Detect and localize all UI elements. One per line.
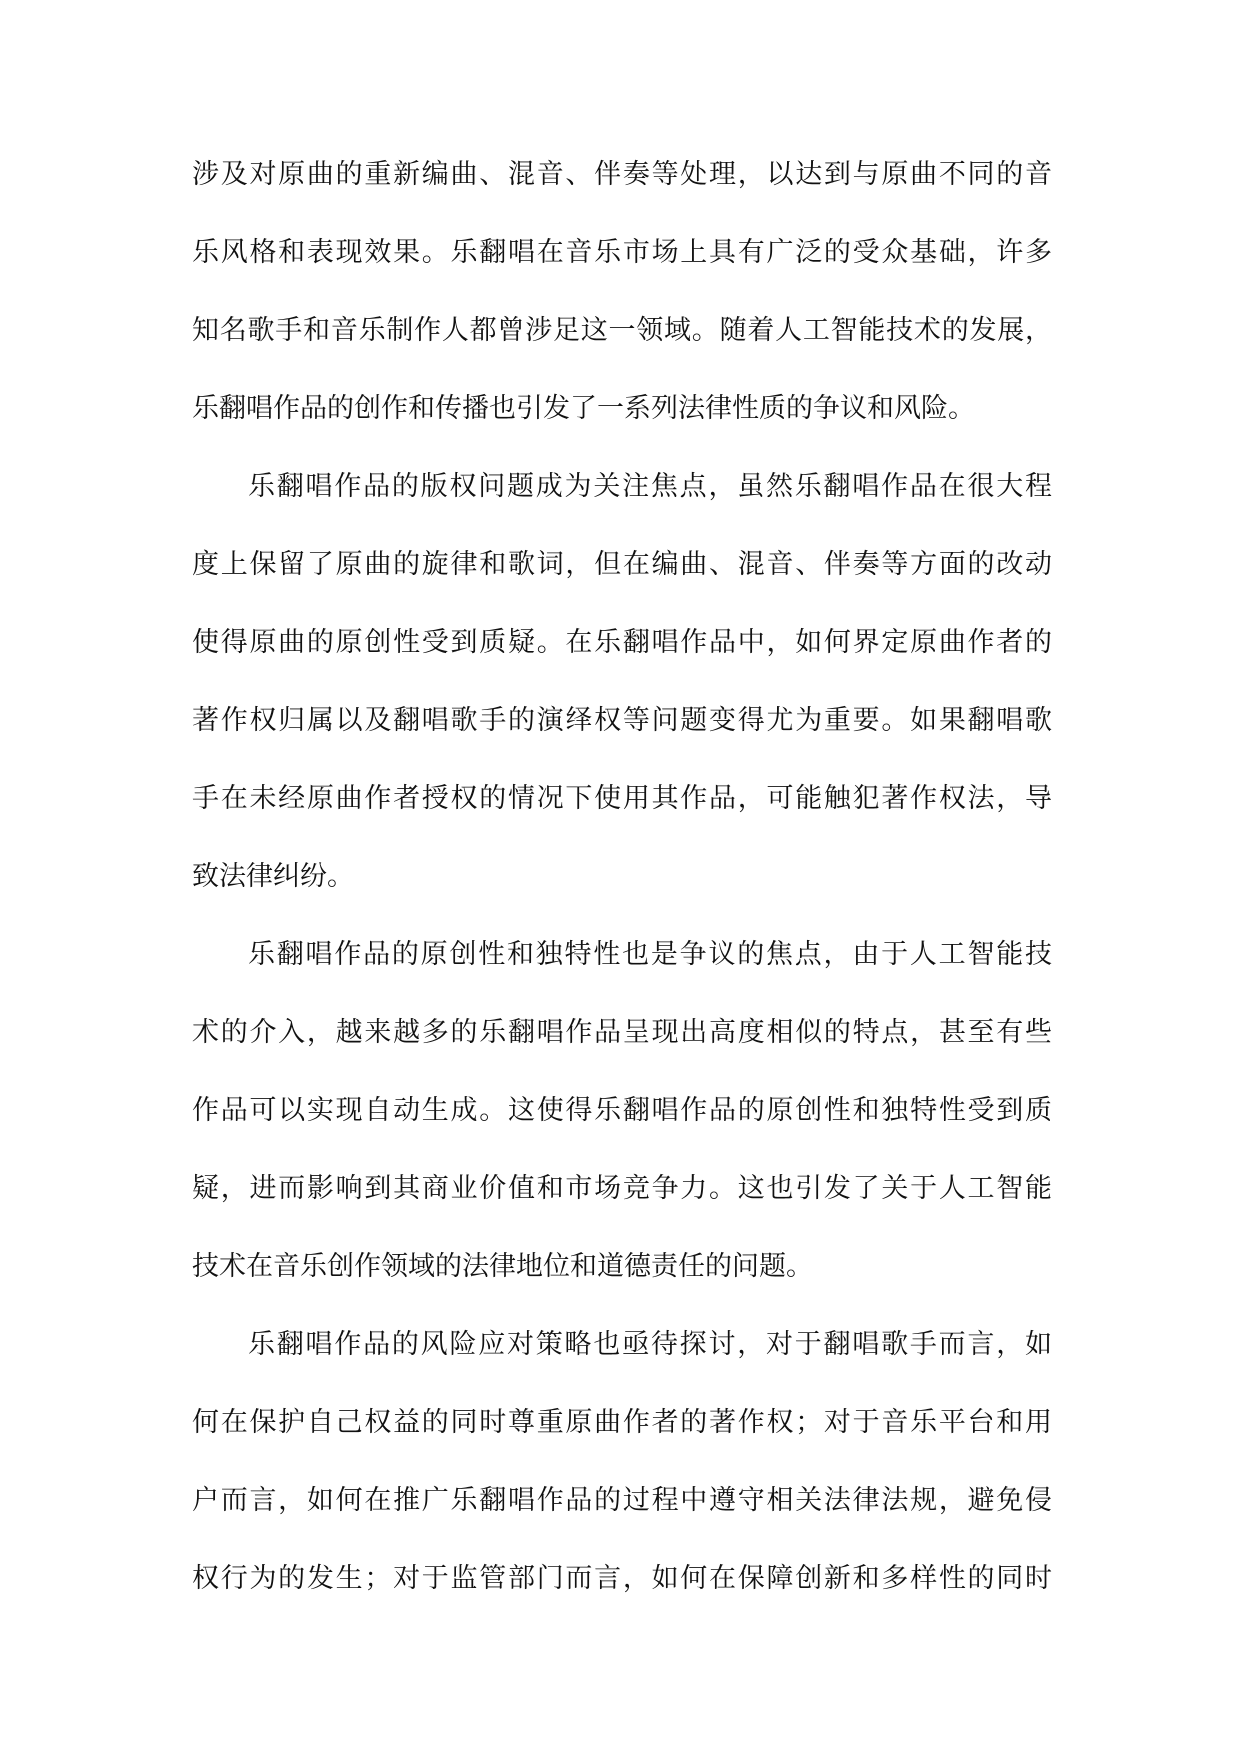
paragraph-4-line-3: 户而言，如何在推广乐翻唱作品的过程中遵守相关法律法规，避免侵 xyxy=(192,1485,1052,1516)
paragraph-4-line-2: 何在保护自己权益的同时尊重原曲作者的著作权；对于音乐平台和用 xyxy=(192,1407,1052,1438)
paragraph-2-line-3: 使得原曲的原创性受到质疑。在乐翻唱作品中，如何界定原曲作者的 xyxy=(192,627,1052,658)
paragraph-1-line-3: 知名歌手和音乐制作人都曾涉足这一领域。随着人工智能技术的发展， xyxy=(192,315,1052,346)
paragraph-3-line-5: 技术在音乐创作领域的法律地位和道德责任的问题。 xyxy=(192,1251,813,1282)
paragraph-2-line-5: 手在未经原曲作者授权的情况下使用其作品，可能触犯著作权法，导 xyxy=(192,783,1052,814)
paragraph-1-line-2: 乐风格和表现效果。乐翻唱在音乐市场上具有广泛的受众基础，许多 xyxy=(192,237,1052,268)
paragraph-4-line-1: 乐翻唱作品的风险应对策略也亟待探讨，对于翻唱歌手而言，如 xyxy=(248,1329,1052,1360)
body-text xyxy=(192,140,1052,1622)
paragraph-1-line-1: 涉及对原曲的重新编曲、混音、伴奏等处理，以达到与原曲不同的音 xyxy=(192,159,1052,190)
paragraph-2-line-2: 度上保留了原曲的旋律和歌词，但在编曲、混音、伴奏等方面的改动 xyxy=(192,549,1052,580)
paragraph-3-line-4: 疑，进而影响到其商业价值和市场竞争力。这也引发了关于人工智能 xyxy=(192,1173,1052,1204)
paragraph-3-line-1: 乐翻唱作品的原创性和独特性也是争议的焦点，由于人工智能技 xyxy=(248,939,1052,970)
paragraph-2-line-6: 致法律纠纷。 xyxy=(192,861,354,892)
paragraph-3-line-2: 术的介入，越来越多的乐翻唱作品呈现出高度相似的特点，甚至有些 xyxy=(192,1017,1052,1048)
paragraph-1-line-4: 乐翻唱作品的创作和传播也引发了一系列法律性质的争议和风险。 xyxy=(192,393,975,424)
paragraph-2-line-4: 著作权归属以及翻唱歌手的演绎权等问题变得尤为重要。如果翻唱歌 xyxy=(192,705,1052,736)
paragraph-2-line-1: 乐翻唱作品的版权问题成为关注焦点，虽然乐翻唱作品在很大程 xyxy=(248,471,1052,502)
paragraph-4-line-4: 权行为的发生；对于监管部门而言，如何在保障创新和多样性的同时 xyxy=(192,1563,1052,1594)
paragraph-3-line-3: 作品可以实现自动生成。这使得乐翻唱作品的原创性和独特性受到质 xyxy=(192,1095,1052,1126)
